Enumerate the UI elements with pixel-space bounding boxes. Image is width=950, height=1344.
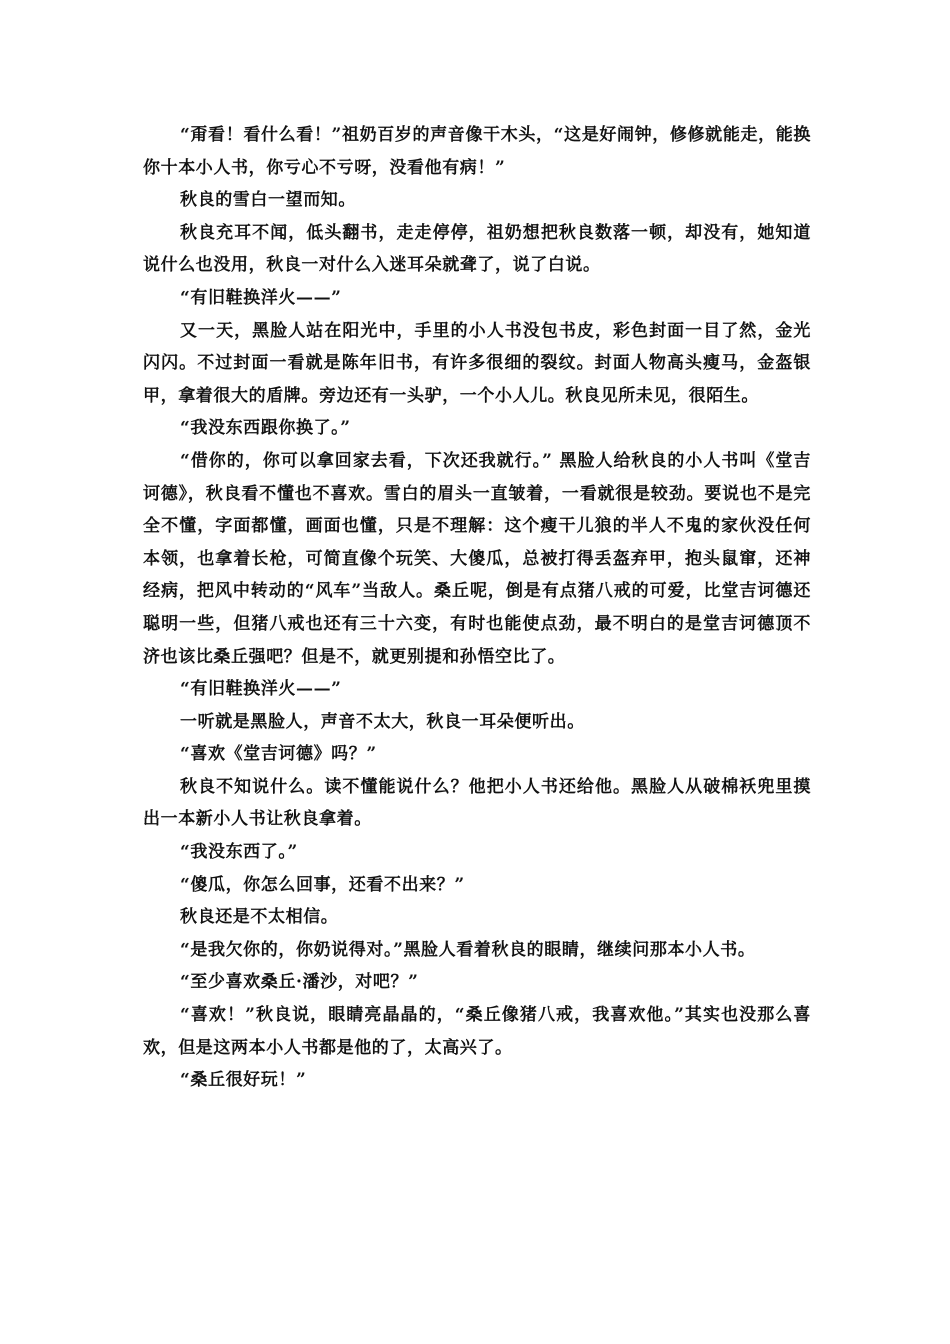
paragraph: “是我欠你的，你奶说得对。”黑脸人看着秋良的眼睛，继续问那本小人书。 — [180, 939, 756, 960]
paragraph: “我没东西了。” — [180, 842, 298, 863]
paragraph: 秋良不知说什么。读不懂能说什么？他把小人书还给他。黑脸人从破棉袄兜里摸出一本新小人书让秋良拿着。 — [143, 776, 811, 830]
paragraph: “有旧鞋换洋火——” — [180, 679, 342, 700]
story-text — [143, 119, 811, 1097]
paragraph: “甭看！看什么看！”祖奶百岁的声音像干木头，“这是好闹钟，修修就能走，能换你十本小人书，你亏心不亏呀，没看他有病！” — [143, 125, 811, 178]
paragraph: “借你的，你可以拿回家去看，下次还我就行。” 黑脸人给秋良的小人书叫《堂吉诃德》，秋良看不懂也不喜欢。雪白的眉头一直皱着，一看就很是较劲。要说也不是完全不懂，字面都懂，画面也懂，只是不理解：这个瘦干儿狼的半人不鬼的家伙没任何本领，也拿着长枪，可简直像个玩笑、大傻瓜，总被打得丢盔弃甲，抱头鼠窜，还神经病，把风中转动的“风车”当敌人。桑丘呢，倒是有点猪八戒的可爱，比堂吉诃德还聪明一些，但猪八戒也还有三十六变，有时也能使点劲，最不明白的是堂吉诃德顶不济也该比桑丘强吧？但是不，就更别提和孙悟空比了。 — [143, 450, 811, 667]
paragraph: 一听就是黑脸人，声音不太大，秋良一耳朵便听出。 — [180, 711, 585, 732]
paragraph: “喜欢《堂吉诃德》吗？” — [180, 744, 377, 765]
paragraph: “我没东西跟你换了。” — [180, 418, 351, 439]
paragraph: “喜欢！”秋良说，眼睛亮晶晶的，“桑丘像猪八戒，我喜欢他。”其实也没那么喜欢，但是这两本小人书都是他的了，太高兴了。 — [143, 1005, 811, 1058]
paragraph: “至少喜欢桑丘·潘沙，对吧？” — [180, 972, 419, 993]
paragraph: “有旧鞋换洋火——” — [180, 287, 342, 308]
paragraph: 秋良还是不太相信。 — [180, 907, 339, 928]
paragraph: “桑丘很好玩！” — [180, 1070, 307, 1091]
paragraph: 秋良的雪白一望而知。 — [180, 190, 356, 211]
paragraph: “傻瓜，你怎么回事，还看不出来？” — [180, 874, 465, 895]
paragraph: 秋良充耳不闻，低头翻书，走走停停，祖奶想把秋良数落一顿，却没有，她知道说什么也没用，秋良一对什么入迷耳朵就聋了，说了白说。 — [143, 222, 811, 276]
paragraph: 又一天，黑脸人站在阳光中，手里的小人书没包书皮，彩色封面一目了然，金光闪闪。不过封面一看就是陈年旧书，有许多很细的裂纹。封面人物高头瘦马，金盔银甲，拿着很大的盾牌。旁边还有一头驴，一个小人儿。秋良见所未见，很陌生。 — [143, 320, 811, 406]
